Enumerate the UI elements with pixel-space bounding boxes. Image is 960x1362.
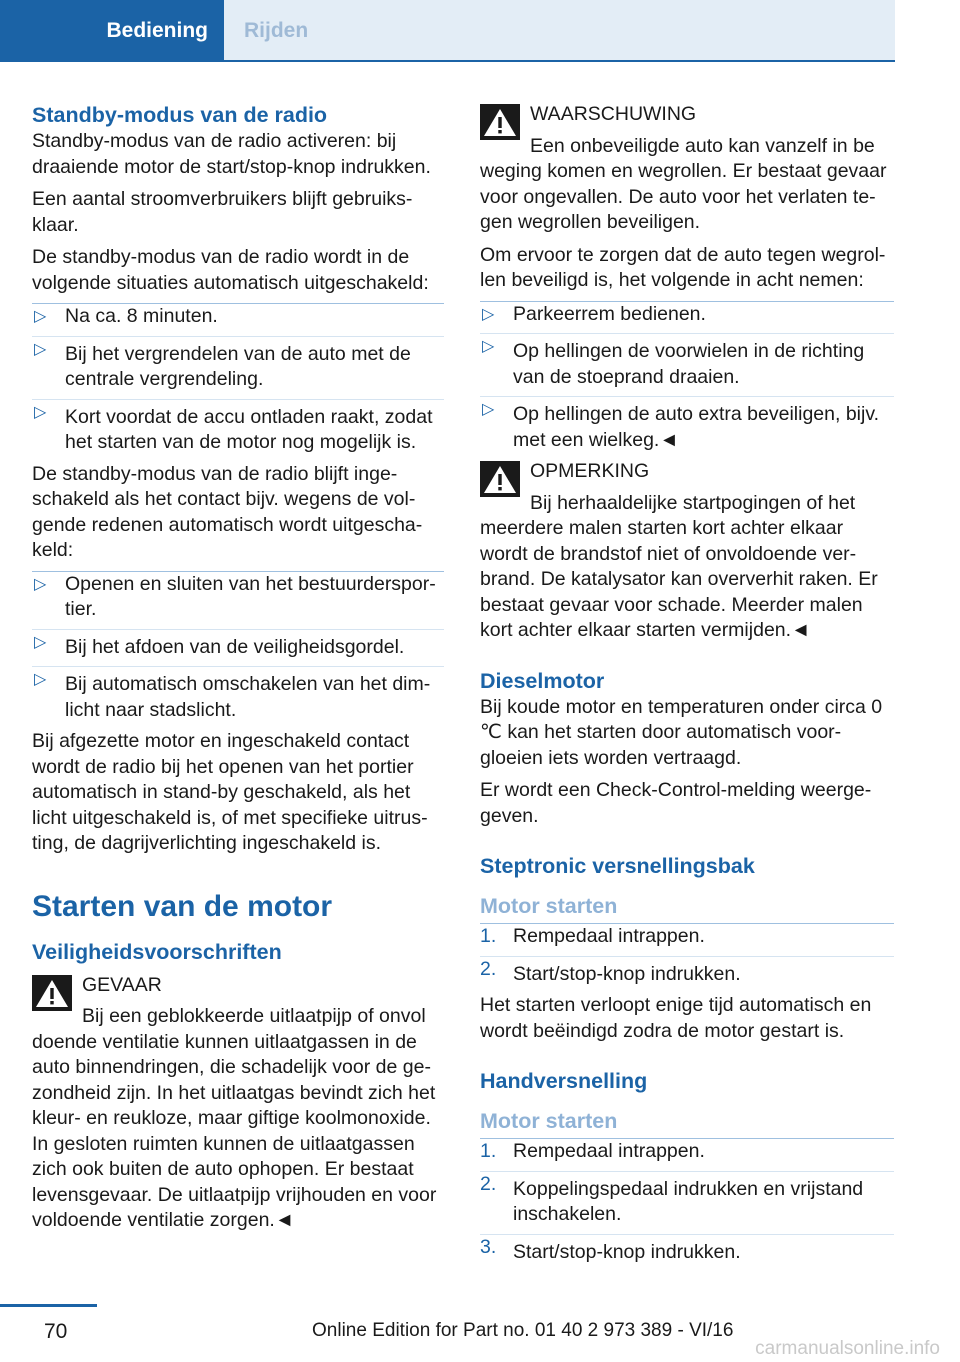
bullet-triangle-icon: ▷ — [34, 575, 47, 593]
footer-rule — [0, 1304, 97, 1307]
note-label: OPMERKING — [530, 460, 650, 482]
warning-triangle-icon — [480, 104, 520, 140]
list-item: ▷ Bij het afdoen van de veiligheidsgordel. — [32, 629, 444, 661]
tab-rijden[interactable]: Rijden — [224, 0, 895, 62]
auto-off-list — [32, 303, 444, 456]
note-notice — [480, 459, 894, 644]
warning-triangle-icon — [480, 461, 520, 497]
safety-heading: Veiligheidsvoorschriften — [32, 939, 282, 964]
step-number: 1. — [480, 925, 497, 947]
standby-paragraph-3: De standby-modus van de radio wordt in de volgende situaties automatisch uitgeschakeld: — [32, 246, 429, 294]
list-item: 3. Start/stop-knop indrukken. — [480, 1234, 894, 1266]
standby-paragraph-1: Standby-modus van de radio activeren: bij draaiende motor de start/stop-knop indrukken. — [32, 130, 431, 178]
bullet-triangle-icon: ▷ — [34, 671, 47, 688]
steptronic-heading: Steptronic versnellingsbak — [480, 854, 755, 878]
list-item: ▷ Bij automatisch omschakelen van het dimlicht naar stadslicht. — [32, 666, 444, 723]
tab-underline — [0, 60, 895, 62]
list-item: ▷ Openen en sluiten van het bestuurdersportier. — [34, 572, 436, 620]
section-tabs — [0, 0, 895, 62]
roll-away-list — [480, 301, 894, 454]
steptronic-subheading: Motor starten — [480, 894, 618, 918]
page-number: 70 — [44, 1320, 68, 1343]
step-number: 3. — [480, 1235, 497, 1258]
list-item: 2. Koppelingspedaal indrukken en vrijstand inschakelen. — [480, 1171, 894, 1228]
list-item: ▷ Parkeerrem bedienen. — [480, 302, 894, 328]
bullet-triangle-icon: ▷ — [34, 308, 47, 325]
tab-bediening[interactable]: Bediening — [0, 0, 224, 62]
danger-text: doende ventilatie kunnen uitlaatgassen in de auto binnendringen, die schadelijk voor de gezondheid zijn. In het uitlaatgas bevindt zich het kleur- en reukloze, maar giftige koolmonoxide. In gesloten ruimten kunnen de uitlaatgassen zich ook buiten de auto ophopen. Er bestaat levensgevaar. De uitlaatpijp vrijhouden en voor voldoende ventilatie zorgen.◄ — [32, 1030, 437, 1231]
bullet-triangle-icon: ▷ — [482, 338, 495, 355]
roll-away-paragraph: Om ervoor te zorgen dat de auto tegen wegrollen beveiligd is, het volgende in acht nemen: — [480, 243, 886, 291]
list-item: 1. Rempedaal intrappen. — [480, 1139, 894, 1165]
bullet-triangle-icon: ▷ — [34, 403, 47, 421]
step-number: 2. — [480, 1172, 497, 1195]
list-item: ▷ Bij het vergrendelen van de auto met de centrale vergrendeling. — [32, 336, 444, 393]
list-item: 1. Rempedaal intrappen. — [480, 924, 894, 950]
list-item: ▷ Op hellingen de voorwielen in de richting van de stoeprand draaien. — [480, 333, 894, 390]
bullet-triangle-icon: ▷ — [34, 340, 47, 358]
danger-notice — [32, 973, 444, 1234]
warning-text: weging komen en wegrollen. Er bestaat gevaar voor ongevallen. De auto voor het verlaten tegen wegrollen beveiligen. — [480, 160, 887, 233]
standby-paragraph-4: De standby-modus van de radio blijft ingeschakeld als het contact bijv. wegens de volgende redenen automatisch wordt uitgeschakeld: — [32, 462, 423, 561]
list-item: ▷ Kort voordat de accu ontladen raakt, zodat het starten van de motor nog mogelijk is. — [32, 399, 444, 456]
standby-paragraph-2: Een aantal stroomverbruikers blijft gebruiksklaar. — [32, 188, 413, 236]
step-number: 1. — [480, 1140, 497, 1162]
right-column — [480, 102, 894, 1271]
warning-text-first-line: Een onbeveiligde auto kan vanzelf in be — [530, 134, 875, 157]
manual-heading: Handversnelling — [480, 1069, 648, 1093]
list-item: ▷ Op hellingen de auto extra beveiligen, bijv. met een wielkeg.◄ — [480, 396, 894, 453]
bullet-triangle-icon: ▷ — [34, 633, 47, 651]
warning-triangle-icon — [32, 975, 72, 1011]
bullet-triangle-icon: ▷ — [482, 401, 495, 418]
manual-steps — [480, 1138, 894, 1265]
steptronic-paragraph: Het starten verloopt enige tijd automatisch en wordt beëindigd zodra de motor gestart is. — [480, 994, 872, 1042]
diesel-paragraph-2: Er wordt een Check-Control-melding weergegeven. — [480, 779, 872, 827]
diesel-heading: Dieselmotor — [480, 668, 605, 693]
danger-label: GEVAAR — [82, 973, 162, 996]
note-text-first-line: Bij herhaaldelijke startpogingen of het — [530, 491, 856, 514]
warning-notice — [480, 102, 894, 236]
bullet-triangle-icon: ▷ — [482, 305, 495, 323]
standby-heading: Standby-modus van de radio — [32, 103, 328, 127]
edition-note: Online Edition for Part no. 01 40 2 973 389 - VI/16 — [312, 1320, 734, 1341]
list-item: ▷ Na ca. 8 minuten. — [32, 304, 444, 330]
left-column — [32, 102, 444, 1241]
manual-subheading: Motor starten — [480, 1109, 618, 1133]
stays-on-list — [32, 571, 444, 724]
danger-text-first-line: Bij een geblokkeerde uitlaatpijp of onvol — [82, 1005, 426, 1027]
step-number: 2. — [480, 957, 497, 980]
watermark: carmanualsonline.info — [755, 1338, 940, 1359]
diesel-paragraph-1: Bij koude motor en temperaturen onder circa 0 ℃ kan het starten door automatisch voorgloeien iets worden vertraagd. — [480, 695, 883, 769]
page-title: Starten van de motor — [32, 889, 333, 923]
list-item: 2. Start/stop-knop indrukken. — [480, 956, 894, 988]
warning-label: WAARSCHUWING — [530, 103, 697, 125]
note-text: meerdere malen starten kort achter elkaar wordt de brandstof niet of onvoldoende verbrand. De katalysator kan oververhit raken. Er bestaat gevaar voor schade. Meerder malen kort achter elkaar starten vermijden.◄ — [480, 517, 878, 641]
steptronic-steps — [480, 923, 894, 987]
standby-paragraph-5: Bij afgezette motor en ingeschakeld contact wordt de radio bij het openen van het portier automatisch in stand-by geschakeld, als het licht uitgeschakeld is, of met specifieke uitrusting, de dagrijverlichting ingeschakeld is. — [32, 730, 428, 854]
